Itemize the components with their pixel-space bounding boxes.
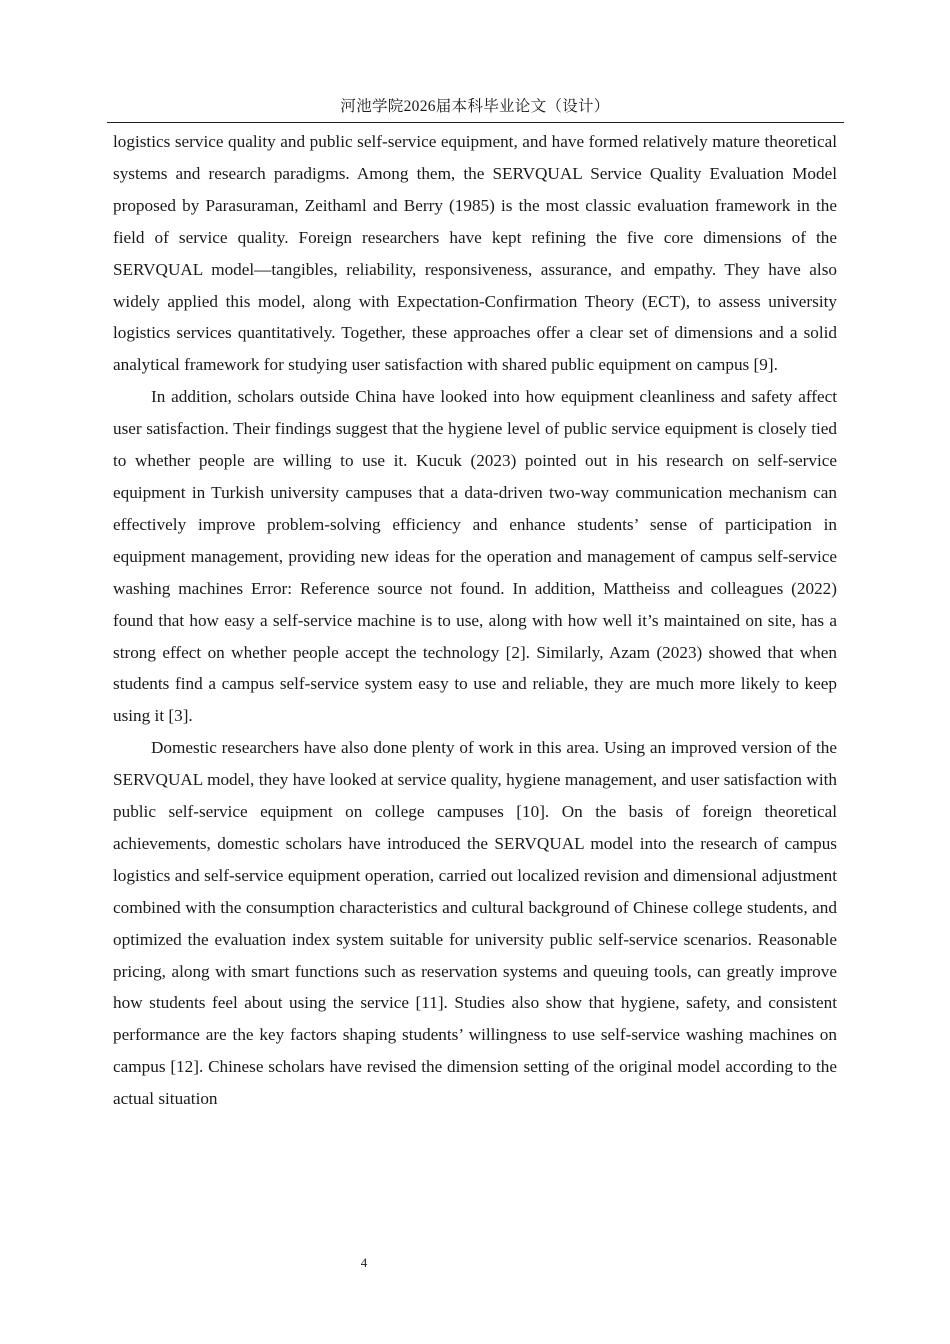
body-text <box>113 126 837 1115</box>
page-number: 4 <box>360 1255 368 1270</box>
header-divider <box>107 122 844 123</box>
page-header: 河池学院2026届本科毕业论文（设计） <box>340 98 610 115</box>
paragraph-continuation: logistics service quality and public self-service equipment, and have formed relatively mature theoretical systems and research paradigms. Among them, the SERVQUAL Service Quality Evaluation Model proposed by Parasuraman, Zeithaml and Berry (1985) is the most classic evaluation framework in the field of service quality. Foreign researchers have kept refining the five core dimensions of the SERVQUAL model—tangibles, reliability, responsiveness, assurance, and empathy. They have also widely applied this model, along with Expectation-Confirmation Theory (ECT), to assess university logistics services quantitatively. Together, these approaches offer a clear set of dimensions and a solid analytical framework for studying user satisfaction with shared public equipment on campus [9]. <box>113 132 837 375</box>
paragraph-foreign-research: In addition, scholars outside China have looked into how equipment cleanliness and safety affect user satisfaction. Their findings suggest that the hygiene level of public service equipment is closely tied to whether people are willing to use it. Kucuk (2023) pointed out in his research on self-service equipment in Turkish university campuses that a data-driven two-way communication mechanism can effectively improve problem-solving efficiency and enhance students’ sense of participation in equipment management, providing new ideas for the operation and management of campus self-service washing machines Error: Reference source not found. In addition, Mattheiss and colleagues (2022) found that how easy a self-service machine is to use, along with how well it’s maintained on site, has a strong effect on whether people accept the technology [2]. Similarly, Azam (2023) showed that when students find a campus self-service system easy to use and reliable, they are much more likely to keep using it [3]. <box>113 387 837 726</box>
paragraph-domestic-research: Domestic researchers have also done plenty of work in this area. Using an improved version of the SERVQUAL model, they have looked at service quality, hygiene management, and user satisfaction with public self-service equipment on college campuses [10]. On the basis of foreign theoretical achievements, domestic scholars have introduced the SERVQUAL model into the research of campus logistics and self-service equipment operation, carried out localized revision and dimensional adjustment combined with the consumption characteristics and cultural background of Chinese college students, and optimized the evaluation index system suitable for university public self-service scenarios. Reasonable pricing, along with smart functions such as reservation systems and queuing tools, can greatly improve how students feel about using the service [11]. Studies also show that hygiene, safety, and consistent performance are the key factors shaping students’ willingness to use self-service washing machines on campus [12]. Chinese scholars have revised the dimension setting of the original model according to the actual situation <box>113 738 837 1109</box>
